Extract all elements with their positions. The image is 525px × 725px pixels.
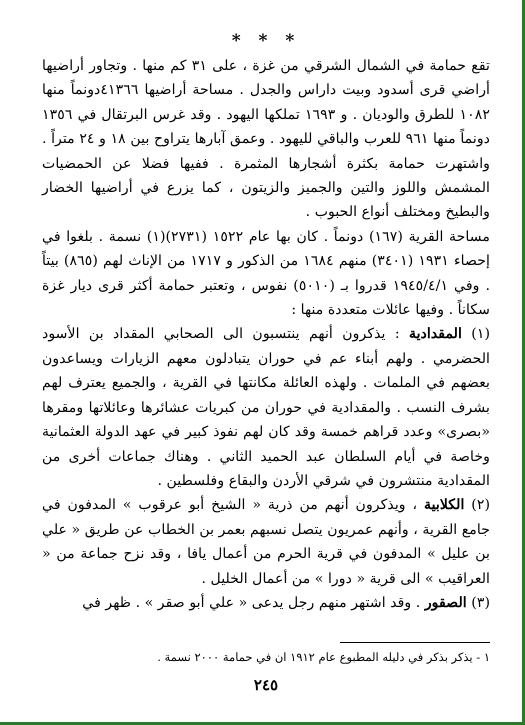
paragraph-location: تقع حمامة في الشمال الشرقي من غزة ، على ٣١ كم منها . وتجاور أراضيها أراضي قرى أسدود وبيت داراس والجدل . مساحة أراضيها ٤١٣٦٦دونماً منها ١٠٨٢ للطرق والوديان . و ١٦٩٣ تملكها اليهود . وقد غرس البرتقال في ١٣٥٦ دونماً منها ٩٦١ للعرب والباقي لليهود . وعمق آبارها يتراوح بين ١٨ و ٢٤ متراً . واشتهرت حمامة بكثرة أشجارها المثمرة . ففيها فضلا عن الحمضيات المشمش واللوز والتين والجميز والزيتون ، كما يزرع في أراضيها الخضار والبطيخ ومختلف أنواع الحبوب .	[42, 58, 491, 221]
family-entry-1	[42, 322, 490, 493]
section-ornament: * * *	[231, 31, 301, 51]
family-entry-3	[42, 591, 490, 615]
family-name: المقدادية	[409, 326, 462, 343]
family-text: : يذكرون أنهم ينتسبون الى الصحابي المقداد بن الأسود الحضرمي . ولهم أبناء عم في حوران يتبادلون معهم الزيارات ويساعدون بعضهم في الملمات . ولهذه العائلة مكانتها في القرية ، والجميع يعترف لهم بشرف النسب . والمقدادية في حوران من كبريات عشائرها وعائلاتها ومقرها «بصرى» وعدد قراهم خمسة وقد كان لهم نفوذ كبير في عهد الدولة العثمانية وخاصة في أيام السلطان عبد الحميد الثاني . وهناك جماعات أخرى من المقدادية منتشرون في شرقي الأردن والبقاع وفلسطين .	[42, 326, 490, 489]
paragraph-population: مساحة القرية (١٦٧) دونماً . كان بها عام ١٥٢٢ (٢٧٣١)(١) نسمة . بلغوا في إحصاء ١٩٣١ (٣٤٠١) منهم ١٦٨٤ من الذكور و ١٧١٧ من الإناث لهم (٨٦٥) بيتاً . وفي ١٩٤٥/٤/١ قدروا بـ (٥٠١٠) نفوس ، وتعتبر حمامة أكثر قرى ديار غزة سكاناً . وفيها عائلات متعددة منها :	[42, 228, 490, 319]
family-entry-2	[42, 493, 490, 591]
footnote-divider	[340, 642, 490, 643]
book-page	[42, 30, 490, 700]
family-text: ، ويذكرون أنهم من ذرية « الشيخ أبو عرقوب » المدفون في جامع القرية ، وأنهم عمريون يتصل نسبهم بعمر بن الخطاب عن طريق « علي بن عليل » المدفون في قرية الحرم من أعمال يافا ، وقد نزح جماعة من « العراقيب » الى قرية « دورا » من أعمال الخليل .	[42, 497, 490, 587]
footnote: ١ - يذكر بذكر في دليله المطبوع عام ١٩١٢ ان في حمامة ٢٠٠٠ نسمة .	[157, 650, 490, 664]
body-text	[42, 54, 490, 615]
family-number: (٣)	[471, 594, 490, 611]
family-name: الكلابية	[423, 497, 465, 514]
family-number: (١)	[471, 326, 490, 343]
family-text: . وقد اشتهر منهم رجل يدعى « علي أبو صقر » . ظهر في	[82, 594, 421, 611]
family-number: (٢)	[471, 497, 490, 514]
family-name: الصقور	[424, 594, 467, 611]
page-number: ٢٤٥	[253, 676, 279, 694]
